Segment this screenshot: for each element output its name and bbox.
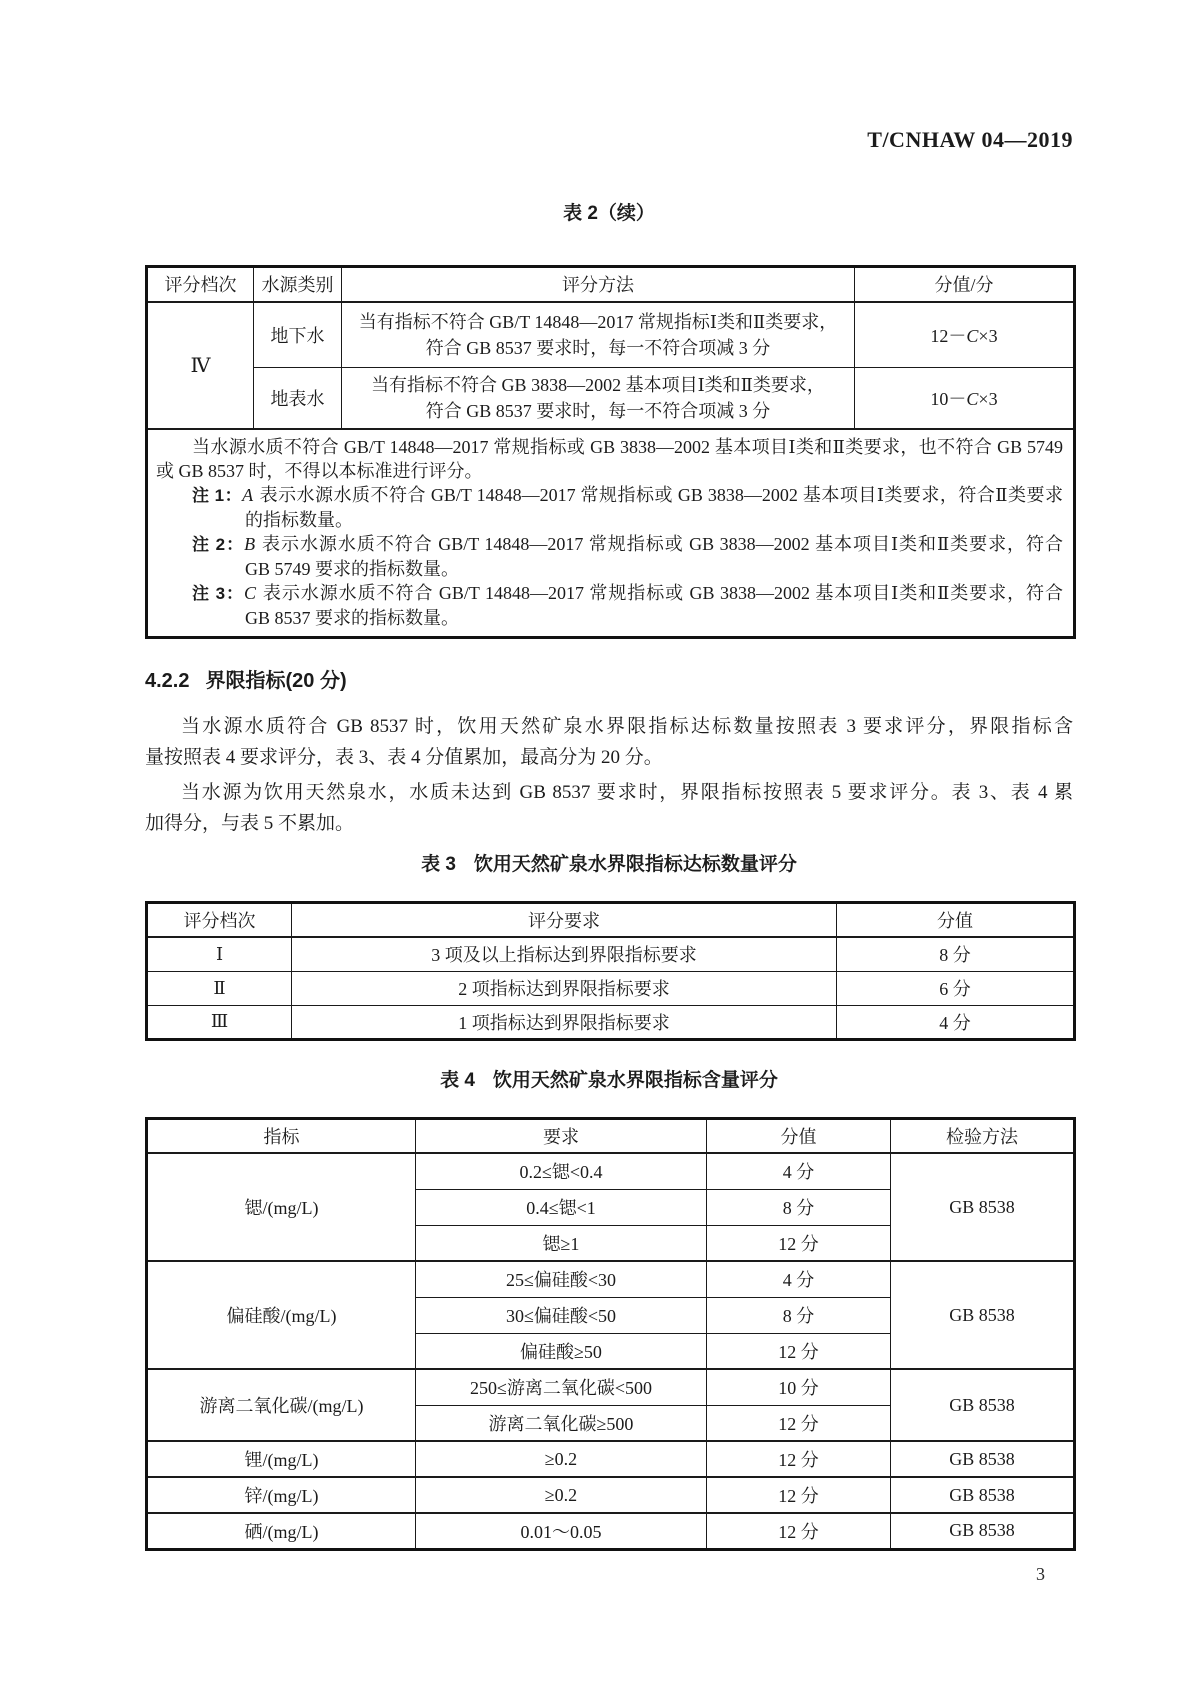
- indicator-cell: 锶/(mg/L): [147, 1153, 416, 1261]
- caption-title: 饮用天然矿泉水界限指标含量评分: [492, 1069, 778, 1091]
- table-row: [147, 1441, 1075, 1477]
- table-row: [147, 1369, 1075, 1405]
- indicator-cell: 偏硅酸/(mg/L): [147, 1261, 416, 1369]
- method-cell: [342, 368, 855, 429]
- footnote-note: [192, 581, 1063, 606]
- page-content: [145, 0, 1073, 1585]
- note-variable: B: [244, 533, 256, 554]
- score-cell: 12 分: [707, 1405, 891, 1441]
- test-method-cell: GB 8538: [891, 1477, 1075, 1513]
- caption-label: 表 3: [421, 853, 456, 875]
- header-grade: 评分档次: [147, 902, 292, 937]
- table3-caption: [145, 853, 1073, 877]
- table4-content-scoring: [145, 1117, 1076, 1551]
- table-row: [147, 1153, 1075, 1189]
- table-row: [147, 937, 1075, 971]
- header-score: 分值/分: [855, 267, 1075, 302]
- score-cell: 12 分: [707, 1477, 891, 1513]
- body-paragraph: [145, 711, 1073, 773]
- note-variable: C: [243, 582, 256, 603]
- note-label: 注 1：: [192, 485, 243, 505]
- table2-caption: 表 2（续）: [563, 203, 655, 224]
- score-pre: 10－: [930, 388, 967, 409]
- requirement-cell: 30≤偏硅酸<50: [416, 1297, 707, 1333]
- header-requirement: 要求: [416, 1118, 707, 1153]
- score-cell: 12 分: [707, 1441, 891, 1477]
- requirement-cell: 2 项指标达到界限指标要求: [292, 971, 837, 1005]
- note-text-continuation: GB 8537 要求的指标数量。: [245, 607, 460, 628]
- requirement-cell: 0.4≤锶<1: [416, 1189, 707, 1225]
- section-heading: [145, 667, 1073, 695]
- footnote-note: [192, 483, 1063, 508]
- score-cell: 4 分: [707, 1261, 891, 1297]
- score-cell: 8 分: [707, 1189, 891, 1225]
- table-row: [147, 971, 1075, 1005]
- footnote-note: [192, 532, 1063, 557]
- requirement-cell: 1 项指标达到界限指标要求: [292, 1005, 837, 1039]
- header-indicator: 指标: [147, 1118, 416, 1153]
- requirement-cell: 0.2≤锶<0.4: [416, 1153, 707, 1189]
- score-cell: 10 分: [707, 1369, 891, 1405]
- score-pre: 12－: [930, 325, 967, 346]
- table4-header-row: [147, 1118, 1075, 1153]
- method-cell: [342, 302, 855, 368]
- table3-header-row: [147, 902, 1075, 937]
- paragraph-line: 加得分，与表 5 不累加。: [145, 812, 355, 834]
- method-line: 当有指标不符合 GB 3838—2002 基本项目Ⅰ类和Ⅱ类要求，: [371, 374, 825, 395]
- caption-label: 表 4: [440, 1069, 475, 1091]
- requirement-cell: 锶≥1: [416, 1225, 707, 1261]
- requirement-cell: 偏硅酸≥50: [416, 1333, 707, 1369]
- score-cell: 8 分: [707, 1297, 891, 1333]
- header-requirement: 评分要求: [292, 902, 837, 937]
- test-method-cell: GB 8538: [891, 1261, 1075, 1369]
- footnote-paragraph-line: 或 GB 8537 时，不得以本标准进行评分。: [156, 460, 483, 481]
- score-cell: 4 分: [837, 1005, 1075, 1039]
- requirement-cell: 250≤游离二氧化碳<500: [416, 1369, 707, 1405]
- method-line: 当有指标不符合 GB/T 14848—2017 常规指标Ⅰ类和Ⅱ类要求，: [358, 311, 838, 332]
- source-type-cell: 地下水: [254, 302, 342, 368]
- note-text: 表示水源水质不符合 GB/T 14848—2017 常规指标或 GB 3838—2002 基本项目Ⅰ类和Ⅱ类要求，符合: [261, 582, 1063, 603]
- note-label: 注 2：: [192, 534, 245, 554]
- header-scoring-method: 评分方法: [342, 267, 855, 302]
- page-number: 3: [1036, 1563, 1045, 1584]
- header-score: 分值: [707, 1118, 891, 1153]
- score-cell: 6 分: [837, 971, 1075, 1005]
- header-test-method: 检验方法: [891, 1118, 1075, 1153]
- table-row: [147, 1477, 1075, 1513]
- header-grade: 评分档次: [147, 267, 254, 302]
- table-row: [147, 1513, 1075, 1549]
- requirement-cell: 游离二氧化碳≥500: [416, 1405, 707, 1441]
- score-post: ×3: [978, 388, 998, 409]
- note-text: 表示水源水质不符合 GB/T 14848—2017 常规指标或 GB 3838—2002 基本项目Ⅰ类要求，符合Ⅱ类要求: [259, 484, 1063, 505]
- grade-cell: Ⅲ: [147, 1005, 292, 1039]
- header-score: 分值: [837, 902, 1075, 937]
- table-row: [147, 1261, 1075, 1297]
- score-formula-cell: [855, 368, 1075, 429]
- table-row: [147, 368, 1075, 429]
- requirement-cell: ≥0.2: [416, 1441, 707, 1477]
- table2-footnote-row: [147, 429, 1075, 638]
- caption-title: 饮用天然矿泉水界限指标达标数量评分: [473, 853, 797, 875]
- score-cell: 12 分: [707, 1225, 891, 1261]
- score-variable: C: [966, 388, 979, 409]
- grade-cell: Ⅰ: [147, 937, 292, 971]
- test-method-cell: GB 8538: [891, 1513, 1075, 1549]
- test-method-cell: GB 8538: [891, 1153, 1075, 1261]
- table2-header-row: [147, 267, 1075, 302]
- table3-quantity-scoring: [145, 901, 1076, 1041]
- test-method-cell: GB 8538: [891, 1369, 1075, 1441]
- score-formula-cell: [855, 302, 1075, 368]
- footnote-cell: [147, 429, 1075, 638]
- note-text: 表示水源水质不符合 GB/T 14848—2017 常规指标或 GB 3838—2002 基本项目Ⅰ类和Ⅱ类要求，符合: [261, 533, 1063, 554]
- grade-cell: Ⅱ: [147, 971, 292, 1005]
- header-source-type: 水源类别: [254, 267, 342, 302]
- table2-scoring-method: [145, 265, 1076, 639]
- table4-caption: [145, 1069, 1073, 1093]
- indicator-cell: 锂/(mg/L): [147, 1441, 416, 1477]
- method-line: 符合 GB 8537 要求时，每一不符合项减 3 分: [425, 400, 771, 421]
- standard-code: T/CNHAW 04—2019: [867, 127, 1073, 152]
- note-text-continuation: 的指标数量。: [245, 509, 353, 530]
- section-number: 4.2.2: [145, 669, 190, 692]
- requirement-cell: 0.01～0.05: [416, 1513, 707, 1549]
- grade-cell: Ⅳ: [147, 302, 254, 429]
- score-cell: 8 分: [837, 937, 1075, 971]
- paragraph-line: 当水源为饮用天然泉水，水质未达到 GB 8537 要求时，界限指标按照表 5 要求评分。表 3、表 4 累: [181, 781, 1073, 803]
- score-variable: C: [966, 325, 979, 346]
- paragraph-line: 量按照表 4 要求评分，表 3、表 4 分值累加，最高分为 20 分。: [145, 746, 663, 768]
- requirement-cell: 3 项及以上指标达到界限指标要求: [292, 937, 837, 971]
- score-cell: 4 分: [707, 1153, 891, 1189]
- table-row: [147, 302, 1075, 368]
- note-text-continuation: GB 5749 要求的指标数量。: [245, 558, 460, 579]
- indicator-cell: 硒/(mg/L): [147, 1513, 416, 1549]
- note-label: 注 3：: [192, 583, 244, 603]
- requirement-cell: 25≤偏硅酸<30: [416, 1261, 707, 1297]
- footnote-paragraph-line: 当水源水质不符合 GB/T 14848—2017 常规指标或 GB 3838—2002 基本项目Ⅰ类和Ⅱ类要求，也不符合 GB 5749: [192, 436, 1063, 457]
- paragraph-line: 当水源水质符合 GB 8537 时，饮用天然矿泉水界限指标达标数量按照表 3 要求评分，界限指标含: [181, 715, 1073, 737]
- body-paragraph: [145, 777, 1073, 839]
- note-variable: A: [242, 484, 254, 505]
- score-cell: 12 分: [707, 1333, 891, 1369]
- requirement-cell: ≥0.2: [416, 1477, 707, 1513]
- section-title: 界限指标(20 分): [205, 669, 347, 692]
- indicator-cell: 游离二氧化碳/(mg/L): [147, 1369, 416, 1441]
- source-type-cell: 地表水: [254, 368, 342, 429]
- table-row: [147, 1005, 1075, 1039]
- method-line: 符合 GB 8537 要求时，每一不符合项减 3 分: [425, 337, 771, 358]
- score-post: ×3: [978, 325, 998, 346]
- score-cell: 12 分: [707, 1513, 891, 1549]
- indicator-cell: 锌/(mg/L): [147, 1477, 416, 1513]
- test-method-cell: GB 8538: [891, 1441, 1075, 1477]
